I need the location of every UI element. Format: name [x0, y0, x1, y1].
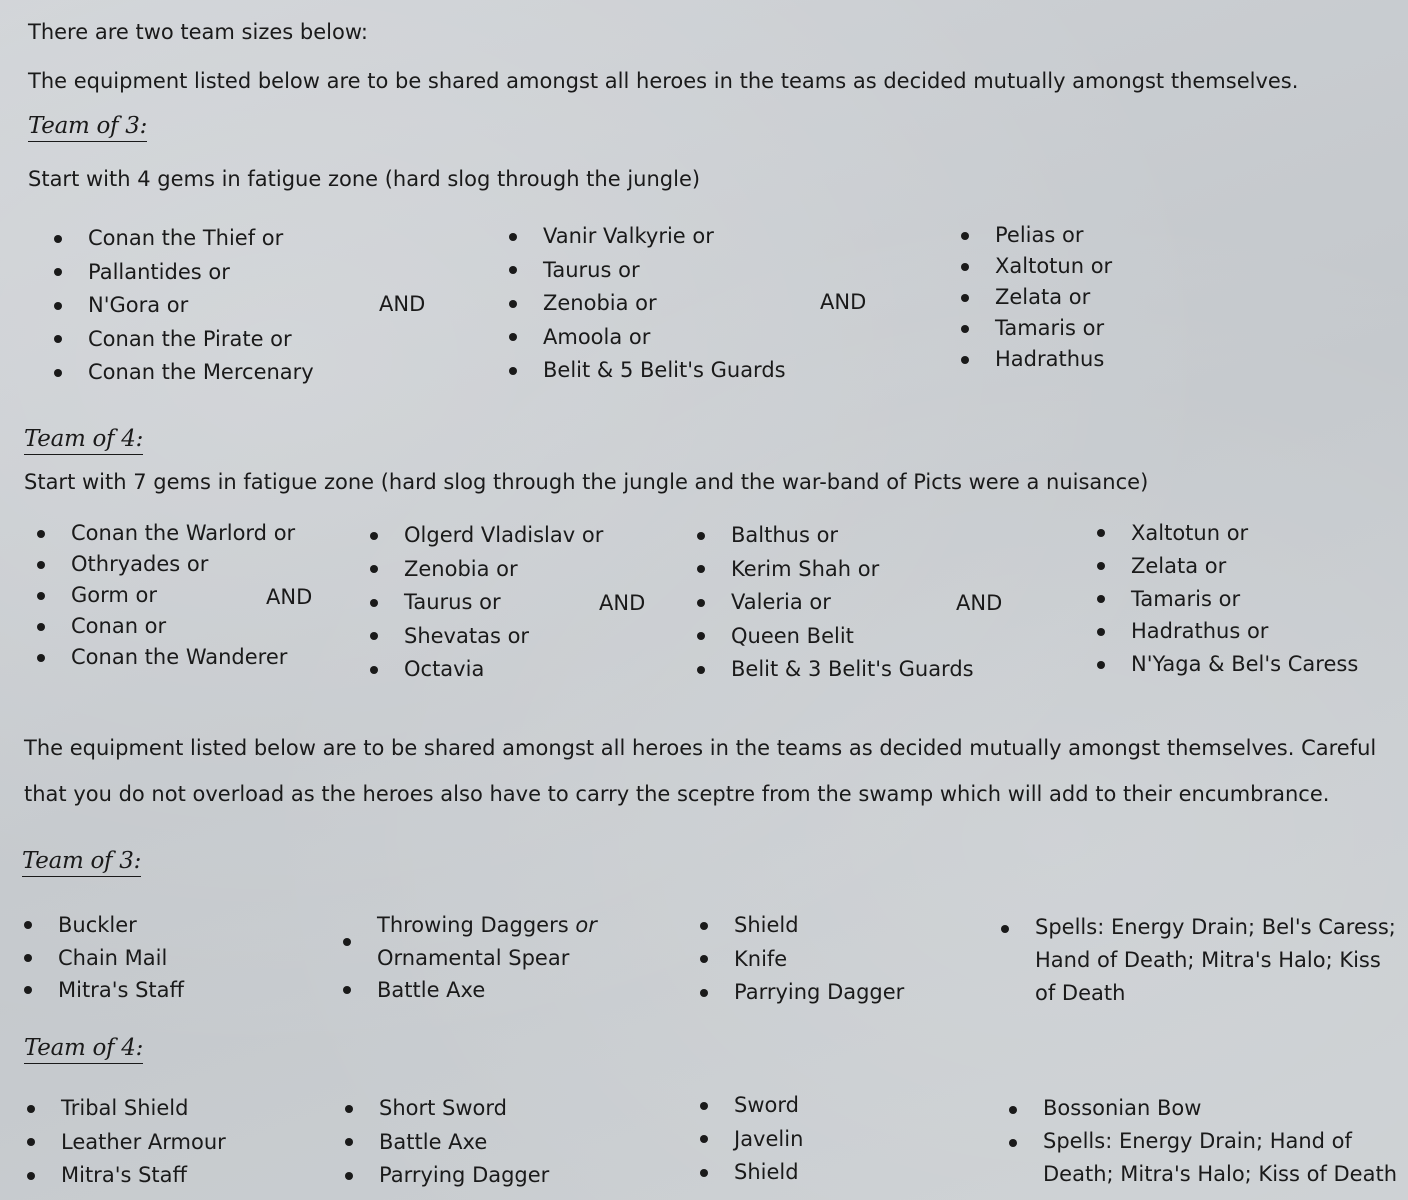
list-item: Valeria or: [697, 586, 974, 620]
list-item: Zenobia or: [370, 553, 603, 587]
heroes-team3-note: Start with 4 gems in fatigue zone (hard slog through the jungle): [28, 167, 701, 191]
list-item: Balthus or: [697, 519, 974, 553]
heroes-team3-group-1: [54, 222, 314, 390]
equipment-team4-group-1: [27, 1092, 226, 1193]
list-item: Amoola or: [509, 321, 786, 355]
list-item: Pallantides or: [54, 256, 314, 290]
equipment-team4-group-2: [345, 1092, 549, 1193]
equipment-team3-heading: Team of 3:: [22, 848, 141, 877]
list-item: N'Yaga & Bel's Caress: [1097, 648, 1358, 681]
list-item: Zenobia or: [509, 287, 786, 321]
list-item: Spells: Energy Drain; Bel's Caress; Hand of Death; Mitra's Halo; Kiss of Death: [1001, 911, 1401, 1010]
equipment-team3-group-3: [700, 909, 904, 1010]
list-item: Taurus or: [370, 586, 603, 620]
and-label: AND: [956, 591, 1003, 615]
intro-line-2: The equipment listed below are to be shared amongst all heroes in the teams as decided mutually amongst themselves.: [28, 69, 1299, 93]
list-item: Battle Axe: [345, 1126, 549, 1160]
list-item: Parrying Dagger: [345, 1159, 549, 1193]
list-item: Leather Armour: [27, 1126, 226, 1160]
list-item: Spells: Energy Drain; Hand of Death; Mitra's Halo; Kiss of Death: [1009, 1125, 1405, 1191]
list-item: Mitra's Staff: [24, 974, 184, 1007]
list-item: Gorm or: [37, 580, 295, 611]
list-item: Conan the Mercenary: [54, 356, 314, 390]
heroes-team4-heading: Team of 4:: [24, 426, 143, 455]
list-item: Octavia: [370, 653, 603, 687]
heroes-team4-group-2: [370, 519, 603, 687]
and-label: AND: [599, 591, 646, 615]
or-word: or: [575, 913, 597, 937]
list-item: Zelata or: [1097, 550, 1358, 583]
list-item: Conan the Thief or: [54, 222, 314, 256]
list-item: Knife: [700, 943, 904, 977]
list-item: [343, 909, 597, 974]
list-item: Pelias or: [961, 220, 1112, 251]
list-item: Conan the Pirate or: [54, 323, 314, 357]
list-item: Shield: [700, 1156, 803, 1190]
list-item: Mitra's Staff: [27, 1159, 226, 1193]
item-label: Throwing Daggers: [377, 913, 569, 937]
list-item: Battle Axe: [343, 974, 597, 1007]
equipment-team4-group-4: [1009, 1092, 1405, 1191]
equipment-team4-group-3: [700, 1089, 803, 1190]
heroes-team3-heading: Team of 3:: [28, 113, 147, 142]
list-item: Xaltotun or: [1097, 517, 1358, 550]
equipment-note-line-2: that you do not overload as the heroes also have to carry the sceptre from the swamp which will add to their encumbrance.: [24, 782, 1330, 806]
list-item: Vanir Valkyrie or: [509, 220, 786, 254]
list-item: Javelin: [700, 1123, 803, 1157]
list-item: Buckler: [24, 909, 184, 942]
list-item: Bossonian Bow: [1009, 1092, 1405, 1125]
list-item: Chain Mail: [24, 942, 184, 975]
list-item: Olgerd Vladislav or: [370, 519, 603, 553]
and-label: AND: [266, 585, 313, 609]
list-item: Conan the Warlord or: [37, 518, 295, 549]
equipment-team4-heading: Team of 4:: [24, 1035, 143, 1064]
and-label: AND: [379, 292, 426, 316]
list-item: Othryades or: [37, 549, 295, 580]
list-item: N'Gora or: [54, 289, 314, 323]
heroes-team4-note: Start with 7 gems in fatigue zone (hard slog through the jungle and the war-band of Picts were a nuisance): [24, 470, 1149, 494]
equipment-team3-group-1: [24, 909, 184, 1007]
list-item: Tamaris or: [961, 313, 1112, 344]
list-item: Conan the Wanderer: [37, 642, 295, 673]
list-item: Tamaris or: [1097, 583, 1358, 616]
heroes-team4-group-1: [37, 518, 295, 673]
list-item: Belit & 3 Belit's Guards: [697, 653, 974, 687]
list-item: Parrying Dagger: [700, 976, 904, 1010]
list-item: Short Sword: [345, 1092, 549, 1126]
list-item: Kerim Shah or: [697, 553, 974, 587]
list-item: Xaltotun or: [961, 251, 1112, 282]
and-label: AND: [820, 290, 867, 314]
heroes-team4-group-3: [697, 519, 974, 687]
list-item: Shevatas or: [370, 620, 603, 654]
equipment-team3-group-4: [1001, 911, 1401, 1010]
list-item: Zelata or: [961, 282, 1112, 313]
equipment-note-line-1: The equipment listed below are to be shared amongst all heroes in the teams as decided mutually amongst themselves. Careful: [24, 736, 1377, 760]
list-item: Tribal Shield: [27, 1092, 226, 1126]
list-item: Queen Belit: [697, 620, 974, 654]
list-item: Shield: [700, 909, 904, 943]
list-item: Hadrathus: [961, 344, 1112, 375]
equipment-team3-group-2: [343, 909, 597, 1007]
item-label: Ornamental Spear: [377, 945, 570, 970]
list-item: Belit & 5 Belit's Guards: [509, 354, 786, 388]
list-item: Hadrathus or: [1097, 615, 1358, 648]
list-item: Sword: [700, 1089, 803, 1123]
heroes-team3-group-3: [961, 220, 1112, 375]
list-item: Taurus or: [509, 254, 786, 288]
intro-line-1: There are two team sizes below:: [28, 20, 368, 44]
heroes-team4-group-4: [1097, 517, 1358, 681]
heroes-team3-group-2: [509, 220, 786, 388]
list-item: Conan or: [37, 611, 295, 642]
